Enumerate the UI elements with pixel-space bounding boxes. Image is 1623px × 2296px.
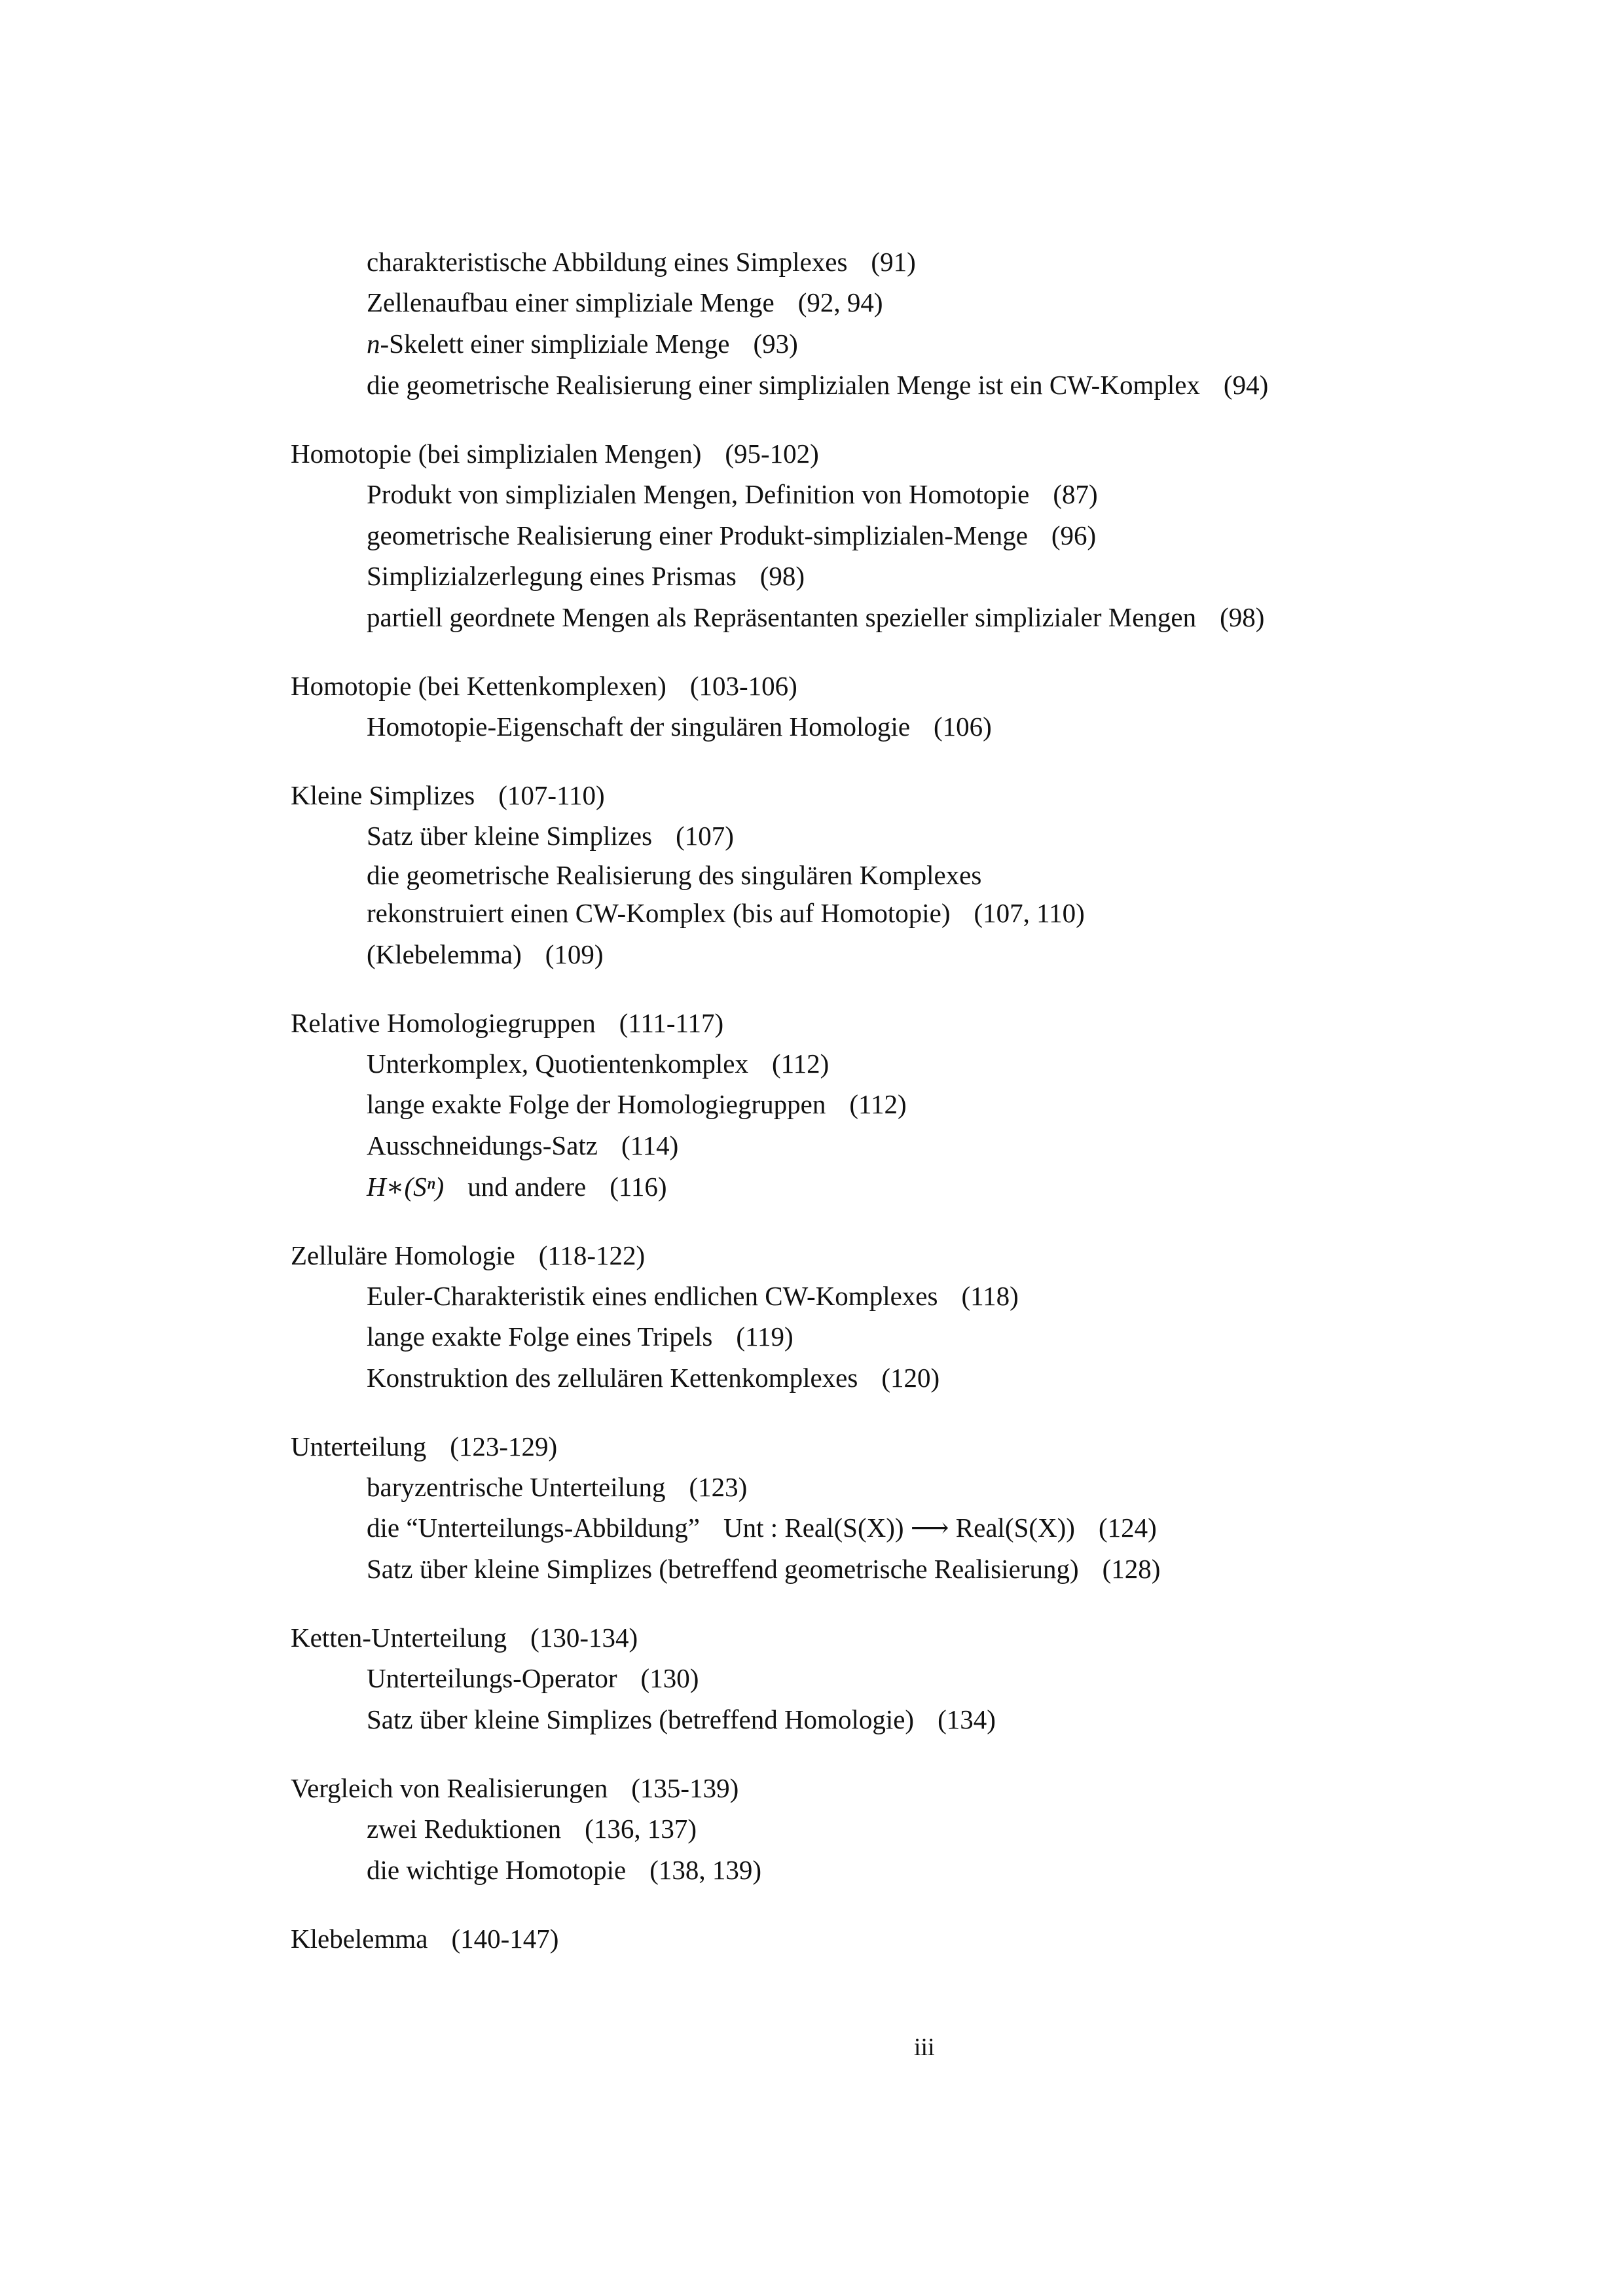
page-reference: (114) <box>621 1130 679 1160</box>
toc-entry <box>367 1662 699 1695</box>
entry-title: die “Unterteilungs-Abbildung” <box>367 1513 700 1543</box>
page-reference: (130-134) <box>530 1623 638 1653</box>
page-reference: (107-110) <box>498 780 605 810</box>
toc-section-heading <box>291 670 797 702</box>
math-formula: Unt : Real(S(X)) ⟶ Real(S(X)) <box>723 1513 1075 1543</box>
page-reference: (124) <box>1098 1513 1157 1543</box>
toc-entry <box>367 519 1096 552</box>
toc-entry <box>367 1280 1019 1312</box>
toc-section-heading <box>291 1430 557 1463</box>
page-reference: (98) <box>1220 602 1265 632</box>
entry-title: Homotopie (bei Kettenkomplexen) <box>291 671 666 701</box>
page-reference: (123) <box>689 1472 748 1502</box>
page-reference: (98) <box>759 561 805 591</box>
page-reference: (136, 137) <box>585 1814 697 1844</box>
entry-title: Unterteilung <box>291 1431 427 1462</box>
entry-title: Konstruktion des zellulären Kettenkomplexes <box>367 1363 858 1393</box>
toc-entry <box>367 897 1085 929</box>
entry-title: charakteristische Abbildung eines Simplexes <box>367 247 848 277</box>
page-reference: (107, 110) <box>974 898 1085 928</box>
page-reference: (92, 94) <box>797 287 883 317</box>
toc-entry <box>367 478 1098 511</box>
toc-entry <box>367 1170 667 1203</box>
entry-title: lange exakte Folge der Homologiegruppen <box>367 1089 826 1119</box>
page-reference: (116) <box>610 1172 667 1202</box>
entry-title: Unterteilungs-Operator <box>367 1663 617 1693</box>
page-reference: (118-122) <box>538 1240 646 1270</box>
entry-title: geometrische Realisierung einer Produkt-simplizialen-Menge <box>367 520 1028 550</box>
page-reference: (107) <box>676 821 734 851</box>
toc-entry <box>367 1552 1160 1585</box>
page-reference: (103-106) <box>689 671 797 701</box>
page-reference: (106) <box>934 711 992 742</box>
entry-title: -Skelett einer simpliziale Menge <box>380 329 730 359</box>
toc-section-heading <box>291 1239 645 1272</box>
toc-entry <box>367 1129 678 1162</box>
entry-title: Homotopie (bei simplizialen Mengen) <box>291 439 702 469</box>
toc-entry <box>367 1471 747 1503</box>
page-reference: (93) <box>753 329 798 359</box>
entry-title: die geometrische Realisierung einer simplizialen Menge ist ein CW-Komplex <box>367 370 1200 400</box>
entry-title: lange exakte Folge eines Tripels <box>367 1321 713 1352</box>
page-reference: (120) <box>881 1363 940 1393</box>
math-formula: H∗(Sⁿ) <box>367 1172 445 1202</box>
entry-title: Vergleich von Realisierungen <box>291 1773 608 1803</box>
page-reference: (134) <box>938 1704 996 1734</box>
entry-title: rekonstruiert einen CW-Komplex (bis auf Homotopie) <box>367 898 951 928</box>
toc-entry <box>367 938 604 971</box>
entry-title: Ketten-Unterteilung <box>291 1623 507 1653</box>
entry-title: Homotopie-Eigenschaft der singulären Homologie <box>367 711 911 742</box>
entry-title: Simplizialzerlegung eines Prismas <box>367 561 737 591</box>
toc-entry <box>367 368 1268 401</box>
entry-title: Satz über kleine Simplizes (betreffend geometrische Realisierung) <box>367 1554 1079 1584</box>
toc-section-heading <box>291 1922 558 1955</box>
toc-entry <box>367 1320 793 1353</box>
entry-title: Zelluläre Homologie <box>291 1240 515 1270</box>
entry-title: Unterkomplex, Quotientenkomplex <box>367 1049 748 1079</box>
toc-entry <box>367 327 798 360</box>
page-reference: (111-117) <box>619 1008 724 1038</box>
entry-title: Satz über kleine Simplizes (betreffend Homologie) <box>367 1704 915 1734</box>
toc-entry <box>367 245 916 278</box>
page-reference: (138, 139) <box>649 1855 762 1885</box>
page-reference: (135-139) <box>631 1773 739 1803</box>
toc-entry <box>367 1854 761 1886</box>
entry-title: Produkt von simplizialen Mengen, Definition von Homotopie <box>367 479 1030 509</box>
toc-entry <box>367 560 805 592</box>
page-reference: (140-147) <box>451 1924 559 1954</box>
toc-entry <box>367 1812 697 1845</box>
toc-section-heading <box>291 1621 638 1654</box>
toc-entry <box>367 1703 996 1736</box>
entry-title: Zellenaufbau einer simpliziale Menge <box>367 287 775 317</box>
toc-entry <box>367 1361 939 1394</box>
entry-title: die geometrische Realisierung des singulären Komplexes <box>367 860 982 890</box>
page-reference: (130) <box>640 1663 699 1693</box>
page-reference: (94) <box>1223 370 1269 400</box>
toc-entry <box>367 1511 1157 1544</box>
page-reference: (112) <box>772 1049 830 1079</box>
entry-title: die wichtige Homotopie <box>367 1855 627 1885</box>
toc-entry <box>367 286 883 319</box>
page-reference: (123-129) <box>450 1431 558 1462</box>
page-reference: (87) <box>1053 479 1098 509</box>
toc-entry <box>367 819 734 852</box>
math-variable: n <box>367 329 380 359</box>
entry-title: partiell geordnete Mengen als Repräsentanten spezieller simplizialer Mengen <box>367 602 1197 632</box>
page-reference: (95-102) <box>725 439 819 469</box>
toc-entry <box>367 859 981 891</box>
page-reference: (112) <box>849 1089 907 1119</box>
page-reference: (91) <box>871 247 916 277</box>
entry-title: und andere <box>467 1172 587 1202</box>
page-reference: (96) <box>1051 520 1097 550</box>
toc-section-heading <box>291 779 605 812</box>
entry-title: Klebelemma <box>291 1924 428 1954</box>
page-reference: (109) <box>545 939 604 969</box>
toc-entry <box>367 601 1264 634</box>
entry-title: Satz über kleine Simplizes <box>367 821 653 851</box>
entry-title: Ausschneidungs-Satz <box>367 1130 598 1160</box>
entry-title: (Klebelemma) <box>367 939 522 969</box>
entry-title: Kleine Simplizes <box>291 780 475 810</box>
page-number: iii <box>914 2034 935 2061</box>
toc-section-heading <box>291 1007 723 1039</box>
toc-section-heading <box>291 1772 739 1804</box>
toc-entry <box>367 710 992 743</box>
toc-section-heading <box>291 437 819 470</box>
entry-title: Relative Homologiegruppen <box>291 1008 596 1038</box>
page-reference: (128) <box>1102 1554 1161 1584</box>
entry-title: Euler-Charakteristik eines endlichen CW-Komplexes <box>367 1281 938 1311</box>
entry-title: zwei Reduktionen <box>367 1814 562 1844</box>
entry-title: baryzentrische Unterteilung <box>367 1472 666 1502</box>
page-reference: (118) <box>961 1281 1019 1311</box>
toc-entry <box>367 1088 907 1121</box>
page-reference: (119) <box>736 1321 793 1352</box>
toc-entry <box>367 1047 829 1080</box>
